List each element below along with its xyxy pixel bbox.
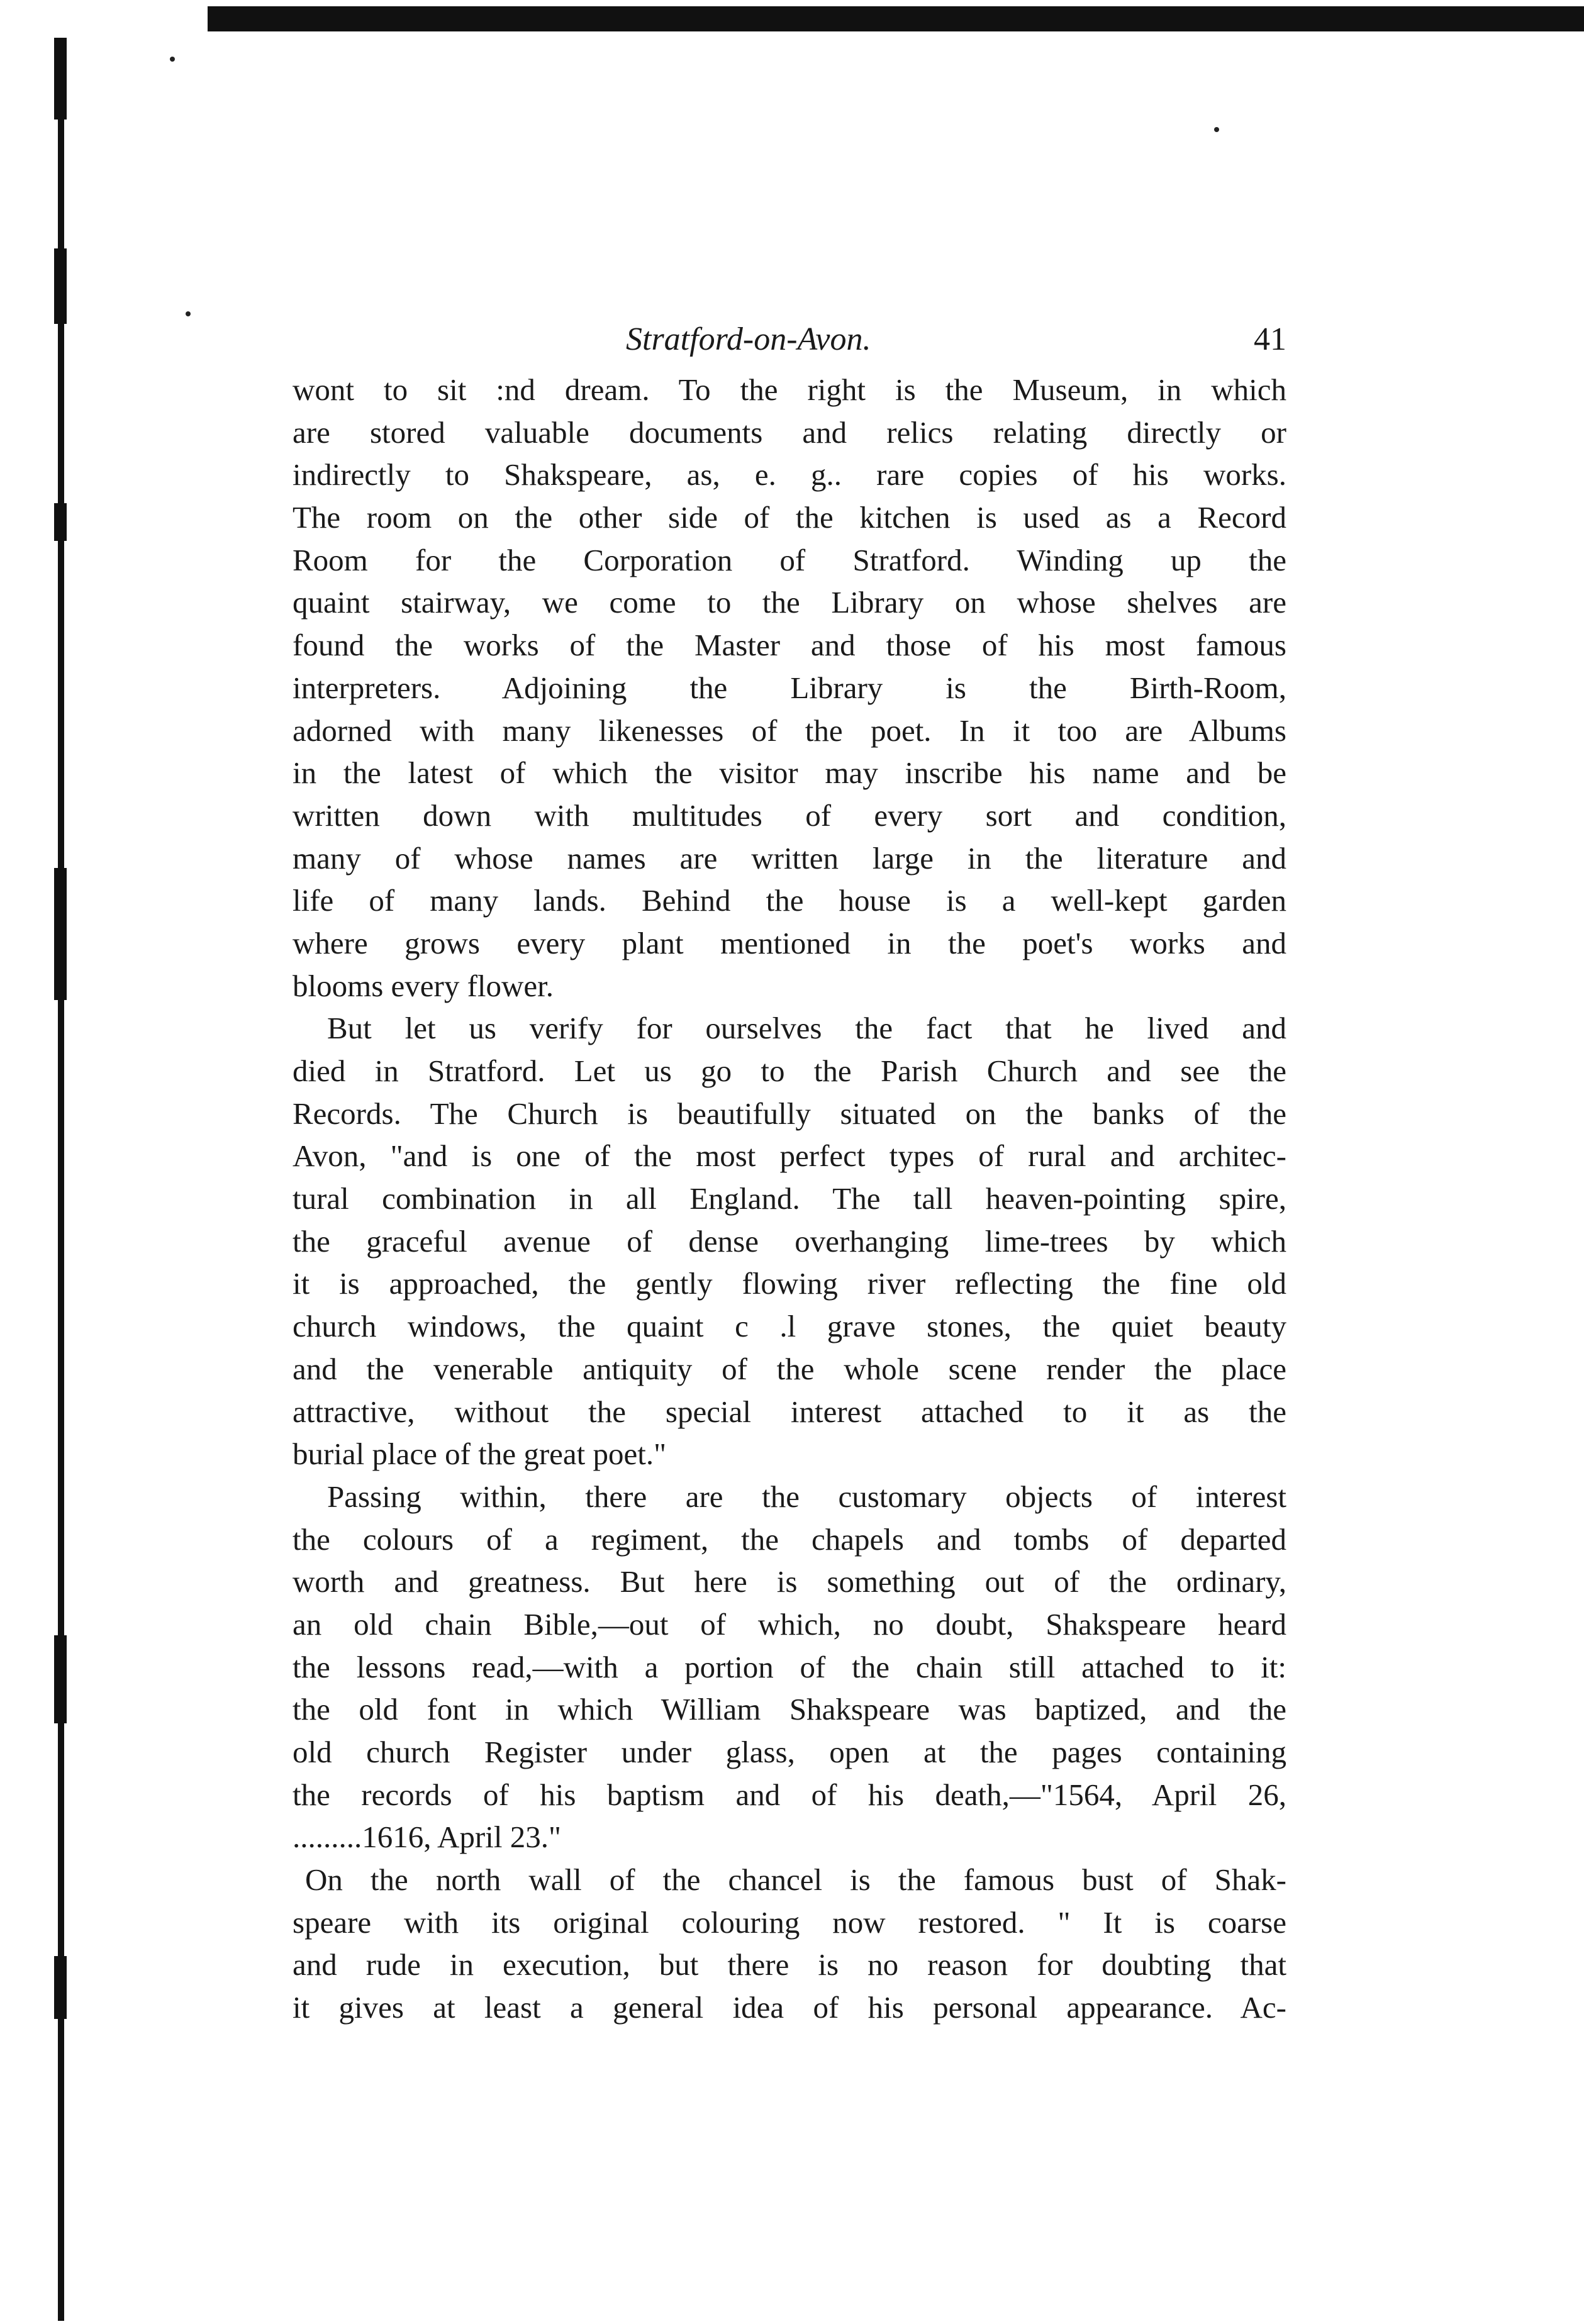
text-line: adorned with many likenesses of the poet. In it too are Albums xyxy=(293,713,1286,748)
text-line: the old font in which William Shakspeare was baptized, and the xyxy=(293,1692,1286,1727)
text-line: Passing within, there are the customary objects of interest xyxy=(327,1479,1286,1514)
text-line: Avon, "and is one of the most perfect types of rural and architec- xyxy=(293,1138,1286,1174)
text-line: the colours of a regiment, the chapels and tombs of departed xyxy=(293,1521,1286,1557)
text-line: where grows every plant mentioned in the poet's works and xyxy=(293,925,1286,960)
text-line: many of whose names are written large in the literature and xyxy=(293,840,1286,876)
text-line: interpreters. Adjoining the Library is the Birth-Room, xyxy=(293,670,1286,705)
text-line: attractive, without the special interest attached to it as the xyxy=(293,1394,1286,1429)
scan-binding-mark xyxy=(54,38,67,120)
text-line: in the latest of which the visitor may inscribe his name and be xyxy=(293,755,1286,791)
text-line: The room on the other side of the kitchen is used as a Record xyxy=(293,500,1286,535)
text-line: burial place of the great poet." xyxy=(293,1437,667,1472)
text-line: wont to sit :nd dream. To the right is the Museum, in which xyxy=(293,372,1286,407)
running-title: Stratford-on-Avon. xyxy=(626,321,871,357)
body-text xyxy=(293,369,1286,2029)
text-line: worth and greatness. But here is something out of the ordinary, xyxy=(293,1564,1286,1599)
text-line: indirectly to Shakspeare, as, e. g.. rare copies of his works. xyxy=(293,457,1286,492)
text-line: Room for the Corporation of Stratford. Winding up the xyxy=(293,542,1286,577)
scan-binding-mark xyxy=(54,868,67,1000)
scan-top-rule xyxy=(208,24,1434,26)
text-line: found the works of the Master and those of his most famous xyxy=(293,628,1286,663)
text-line: life of many lands. Behind the house is a well-kept garden xyxy=(293,883,1286,918)
text-line: it gives at least a general idea of his personal appearance. Ac- xyxy=(293,1990,1286,2025)
text-line: it is approached, the gently flowing river reflecting the fine old xyxy=(293,1266,1286,1301)
text-line: tural combination in all England. The tall heaven-pointing spire, xyxy=(293,1181,1286,1216)
text-line: written down with multitudes of every sort and condition, xyxy=(293,798,1286,833)
scan-binding-mark xyxy=(54,503,67,541)
text-line: church windows, the quaint c .l grave stones, the quiet beauty xyxy=(293,1309,1286,1344)
scan-top-border xyxy=(208,6,1584,31)
scan-speck xyxy=(1214,127,1219,132)
text-line: and rude in execution, but there is no reason for doubting that xyxy=(293,1947,1286,1982)
text-line: an old chain Bible,—out of which, no doubt, Shakspeare heard xyxy=(293,1606,1286,1642)
scan-speck xyxy=(170,57,175,62)
text-line: blooms every flower. xyxy=(293,968,554,1003)
text-line: .........1616, April 23." xyxy=(293,1820,561,1855)
text-line: old church Register under glass, open at the pages containing xyxy=(293,1735,1286,1769)
text-line: On the north wall of the chancel is the famous bust of Shak- xyxy=(305,1862,1286,1898)
scan-binding-mark xyxy=(54,1635,67,1723)
text-line: and the venerable antiquity of the whole scene render the place xyxy=(293,1351,1286,1386)
text-line: the graceful avenue of dense overhanging lime-trees by which xyxy=(293,1223,1286,1259)
running-head xyxy=(293,318,1286,362)
text-line: speare with its original colouring now restored. " It is coarse xyxy=(293,1904,1286,1940)
text-line: But let us verify for ourselves the fact that he lived and xyxy=(327,1011,1286,1046)
scan-binding-mark xyxy=(54,1956,67,2019)
text-line: the lessons read,—with a portion of the chain still attached to it: xyxy=(293,1649,1286,1684)
scan-speck xyxy=(186,311,191,316)
text-line: quaint stairway, we come to the Library on whose shelves are xyxy=(293,585,1286,620)
text-line: are stored valuable documents and relics relating directly or xyxy=(293,414,1286,450)
text-line: died in Stratford. Let us go to the Parish Church and see the xyxy=(293,1054,1286,1088)
text-line: the records of his baptism and of his death,—"1564, April 26, xyxy=(293,1777,1286,1812)
scan-binding-mark xyxy=(54,248,67,324)
page-number: 41 xyxy=(1254,321,1286,357)
text-line: Records. The Church is beautifully situated on the banks of the xyxy=(293,1096,1286,1131)
